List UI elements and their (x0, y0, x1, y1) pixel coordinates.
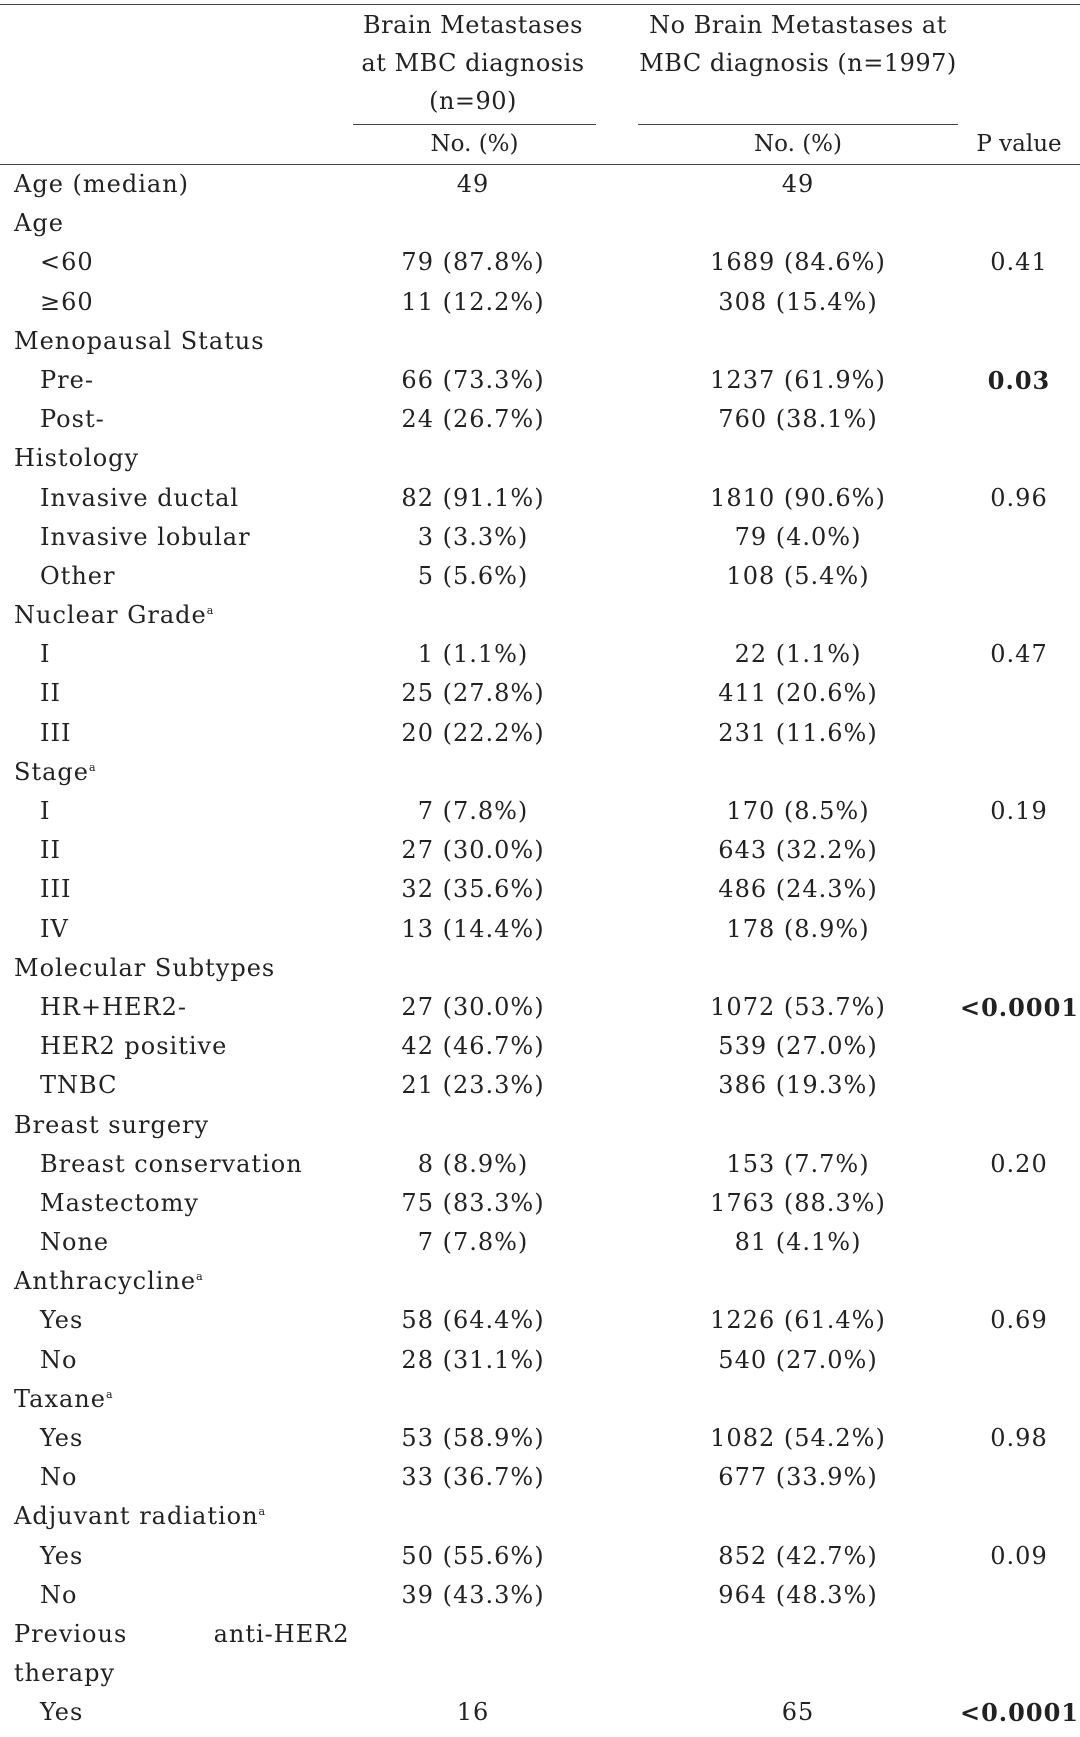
no-brain-metastases-value: 540 (27.0%) (718, 1345, 878, 1374)
table-row (0, 1458, 1080, 1497)
brain-metastases-value: 49 (456, 170, 490, 198)
row-label (40, 1223, 109, 1262)
row-label-text: Anthracycline (14, 1267, 197, 1296)
no-brain-metastases-value: 386 (19.3%) (718, 1071, 878, 1100)
table-top-rule (0, 4, 1080, 5)
table-row (0, 1497, 1080, 1536)
row-label (14, 949, 275, 988)
brain-metastases-value: 82 (91.1%) (401, 483, 545, 512)
table-row (0, 243, 1080, 282)
no-brain-metastases-value: 486 (24.3%) (718, 875, 878, 904)
brain-metastases-value: 5 (5.6%) (417, 561, 529, 590)
row-label-text: Stage (14, 757, 89, 786)
row-label-text: HR+HER2- (40, 992, 188, 1021)
row-label-text: <60 (40, 248, 94, 277)
table-row (0, 870, 1080, 909)
row-label (40, 870, 71, 909)
no-brain-metastases-value: 1237 (61.9%) (710, 365, 886, 394)
row-label (40, 1458, 77, 1497)
no-brain-metastases-value: 1689 (84.6%) (710, 248, 886, 277)
table-row (0, 714, 1080, 753)
row-label (40, 1419, 83, 1458)
table-row (0, 361, 1080, 400)
brain-metastases-value: 58 (64.4%) (401, 1306, 545, 1335)
row-label-text: II (40, 679, 61, 708)
table-row (0, 1262, 1080, 1301)
row-label-text: Mastectomy (40, 1188, 199, 1217)
no-brain-metastases-value: 231 (11.6%) (718, 718, 878, 747)
table-row (0, 322, 1080, 361)
p-value: <0.0001 (960, 1698, 1079, 1728)
row-label (40, 988, 187, 1027)
row-label-text: Pre- (40, 365, 94, 394)
row-label (40, 1537, 83, 1576)
no-brain-metastases-value: 411 (20.6%) (718, 679, 878, 708)
row-label (40, 1145, 303, 1184)
table-row (0, 165, 1080, 204)
row-label-text: HER2 positive (40, 1032, 228, 1061)
row-label (40, 243, 94, 282)
row-label-text: Menopausal Status (14, 326, 265, 355)
p-value: <0.0001 (960, 992, 1079, 1022)
row-label (14, 1262, 204, 1301)
row-label (40, 557, 115, 596)
row-label-text: Nuclear Grade (14, 601, 207, 630)
brain-metastases-value: 33 (36.7%) (401, 1463, 545, 1492)
table-row (0, 1106, 1080, 1145)
table-row (0, 439, 1080, 478)
row-label (40, 635, 50, 674)
no-brain-metastases-value: 852 (42.7%) (718, 1541, 878, 1570)
brain-metastases-value: 7 (7.8%) (417, 797, 529, 825)
row-label-text: Adjuvant radiation (14, 1502, 259, 1531)
table-row (0, 831, 1080, 870)
brain-metastases-value: 42 (46.7%) (401, 1032, 545, 1061)
column-header-brain-metastases (340, 6, 606, 120)
row-label-line: therapy (14, 1659, 116, 1688)
row-label-text: Age (median) (14, 170, 190, 198)
header-line: No Brain Metastases at (649, 11, 947, 39)
table-row (0, 1145, 1080, 1184)
table-row (0, 518, 1080, 557)
row-label (40, 518, 251, 557)
row-label (14, 1497, 266, 1536)
table-row (0, 792, 1080, 831)
no-brain-metastases-value: 79 (4.0%) (734, 522, 862, 551)
p-value: 0.03 (987, 365, 1051, 395)
row-label-text: Breast surgery (14, 1110, 210, 1139)
table-row (0, 635, 1080, 674)
table-row (0, 1693, 1080, 1732)
group1-underline (353, 124, 596, 125)
no-brain-metastases-value: 1763 (88.3%) (710, 1188, 886, 1217)
subheader-p-value: P value (976, 131, 1062, 157)
table-row (0, 1576, 1080, 1615)
table-row (0, 988, 1080, 1027)
brain-metastases-value: 24 (26.7%) (401, 405, 545, 434)
row-label (40, 479, 239, 518)
row-label (40, 400, 105, 439)
p-value: 0.69 (990, 1306, 1048, 1335)
no-brain-metastases-value: 677 (33.9%) (718, 1463, 878, 1492)
table-body (0, 165, 1080, 1733)
row-label-text: Breast conservation (40, 1149, 303, 1178)
no-brain-metastases-value: 1810 (90.6%) (710, 483, 886, 512)
brain-metastases-value: 28 (31.1%) (401, 1345, 545, 1374)
no-brain-metastases-value: 539 (27.0%) (718, 1032, 878, 1061)
brain-metastases-value: 75 (83.3%) (401, 1188, 545, 1217)
row-label (14, 322, 265, 361)
column-header-no-brain-metastases (630, 6, 966, 82)
no-brain-metastases-value: 178 (8.9%) (726, 914, 870, 943)
table-row (0, 1419, 1080, 1458)
table-row (0, 283, 1080, 322)
no-brain-metastases-value: 49 (781, 170, 815, 198)
table-row (0, 1341, 1080, 1380)
row-label (40, 714, 71, 753)
no-brain-metastases-value: 1072 (53.7%) (710, 992, 886, 1021)
row-label (40, 1341, 77, 1380)
row-label-text: Molecular Subtypes (14, 953, 276, 982)
row-label (40, 831, 61, 870)
no-brain-metastases-value: 65 (781, 1698, 815, 1727)
row-label (14, 753, 97, 792)
row-label-text: None (40, 1228, 110, 1257)
table-row (0, 1615, 1080, 1693)
brain-metastases-value: 11 (12.2%) (401, 287, 545, 316)
table-row (0, 596, 1080, 635)
p-value: 0.98 (990, 1424, 1048, 1452)
row-label (40, 1301, 83, 1340)
row-label (14, 1615, 350, 1693)
group2-underline (638, 124, 958, 125)
brain-metastases-value: 27 (30.0%) (401, 992, 545, 1021)
brain-metastases-value: 21 (23.3%) (401, 1071, 545, 1100)
row-label-text: Invasive lobular (40, 522, 251, 551)
row-label (14, 439, 139, 478)
row-label-text: Histology (14, 444, 140, 473)
row-label (40, 1576, 77, 1615)
brain-metastases-value: 66 (73.3%) (401, 365, 545, 394)
no-brain-metastases-value: 760 (38.1%) (718, 405, 878, 434)
table-row (0, 1380, 1080, 1419)
header-line: (n=90) (429, 87, 517, 115)
p-value: 0.47 (990, 640, 1048, 669)
p-value: 0.20 (990, 1149, 1048, 1178)
brain-metastases-value: 3 (3.3%) (417, 522, 529, 551)
row-label-text: III (40, 718, 72, 747)
row-label (40, 1027, 227, 1066)
row-label-text: Yes (40, 1424, 84, 1452)
row-label (14, 165, 189, 204)
no-brain-metastases-value: 81 (4.1%) (734, 1228, 862, 1257)
footnote-marker: a (88, 760, 97, 774)
table-row (0, 479, 1080, 518)
row-label-text: No (40, 1345, 78, 1374)
footnote-marker: a (206, 604, 215, 618)
subheader-no-percent-2: No. (%) (754, 131, 842, 157)
brain-metastases-value: 7 (7.8%) (417, 1228, 529, 1257)
p-value: 0.19 (990, 797, 1048, 825)
row-label-text: Post- (40, 405, 105, 434)
row-label-text: I (40, 640, 51, 669)
table-row (0, 204, 1080, 243)
brain-metastases-value: 27 (30.0%) (401, 836, 545, 865)
brain-metastases-value: 53 (58.9%) (401, 1424, 545, 1452)
no-brain-metastases-value: 22 (1.1%) (734, 640, 862, 669)
table-row (0, 753, 1080, 792)
row-label-text: I (40, 797, 51, 825)
header-line: at MBC diagnosis (361, 49, 585, 77)
no-brain-metastases-value: 170 (8.5%) (726, 797, 870, 825)
table-row (0, 949, 1080, 988)
row-label-text: Age (14, 209, 64, 238)
row-label (40, 910, 69, 949)
brain-metastases-value: 13 (14.4%) (401, 914, 545, 943)
table-row (0, 910, 1080, 949)
brain-metastases-value: 79 (87.8%) (401, 248, 545, 277)
brain-metastases-value: 39 (43.3%) (401, 1580, 545, 1609)
row-label (14, 1380, 114, 1419)
brain-metastases-value: 1 (1.1%) (417, 640, 529, 669)
no-brain-metastases-value: 153 (7.7%) (726, 1149, 870, 1178)
brain-metastases-value: 20 (22.2%) (401, 718, 545, 747)
no-brain-metastases-value: 108 (5.4%) (726, 561, 870, 590)
table-row (0, 1184, 1080, 1223)
row-label-text: No (40, 1580, 78, 1609)
row-label (40, 1184, 199, 1223)
row-label-text: Taxane (14, 1384, 106, 1413)
row-label-line: Previous anti-HER2 (14, 1619, 350, 1648)
no-brain-metastases-value: 1226 (61.4%) (710, 1306, 886, 1335)
table-row (0, 1066, 1080, 1105)
row-label-text: No (40, 1463, 78, 1492)
brain-metastases-value: 8 (8.9%) (417, 1149, 529, 1178)
row-label (40, 1693, 83, 1732)
footnote-marker: a (258, 1505, 267, 1519)
table-row (0, 1223, 1080, 1262)
row-label-text: TNBC (40, 1071, 118, 1100)
brain-metastases-value: 50 (55.6%) (401, 1541, 545, 1570)
row-label-text: IV (40, 914, 69, 943)
p-value: 0.41 (990, 248, 1048, 277)
table-row (0, 674, 1080, 713)
table-row (0, 1301, 1080, 1340)
row-label-text: Yes (40, 1541, 84, 1570)
row-label-text: Yes (40, 1306, 84, 1335)
p-value: 0.09 (990, 1541, 1048, 1570)
row-label-text: III (40, 875, 72, 904)
brain-metastases-value: 25 (27.8%) (401, 679, 545, 708)
table-row (0, 557, 1080, 596)
row-label-text: Invasive ductal (40, 483, 240, 512)
row-label (40, 674, 61, 713)
footnote-marker: a (196, 1270, 204, 1284)
no-brain-metastases-value: 1082 (54.2%) (710, 1424, 886, 1452)
table-row (0, 1537, 1080, 1576)
row-label (40, 1066, 117, 1105)
header-line: MBC diagnosis (n=1997) (639, 49, 957, 77)
table-row (0, 400, 1080, 439)
row-label (14, 1106, 209, 1145)
no-brain-metastases-value: 643 (32.2%) (718, 836, 878, 865)
header-line: Brain Metastases (362, 11, 583, 39)
row-label (40, 283, 94, 322)
brain-metastases-value: 32 (35.6%) (401, 875, 545, 904)
row-label (40, 792, 50, 831)
row-label-text: ≥60 (40, 287, 94, 316)
p-value: 0.96 (990, 483, 1048, 512)
no-brain-metastases-value: 964 (48.3%) (718, 1580, 878, 1609)
brain-metastases-value: 16 (456, 1698, 490, 1727)
row-label-text: Yes (40, 1698, 84, 1727)
row-label (14, 204, 64, 243)
row-label-text: II (40, 836, 61, 865)
row-label (14, 596, 214, 635)
no-brain-metastases-value: 308 (15.4%) (718, 287, 878, 316)
table-row (0, 1027, 1080, 1066)
row-label (40, 361, 94, 400)
row-label-text: Other (40, 561, 116, 590)
subheader-no-percent-1: No. (%) (430, 131, 519, 157)
footnote-marker: a (105, 1387, 114, 1401)
